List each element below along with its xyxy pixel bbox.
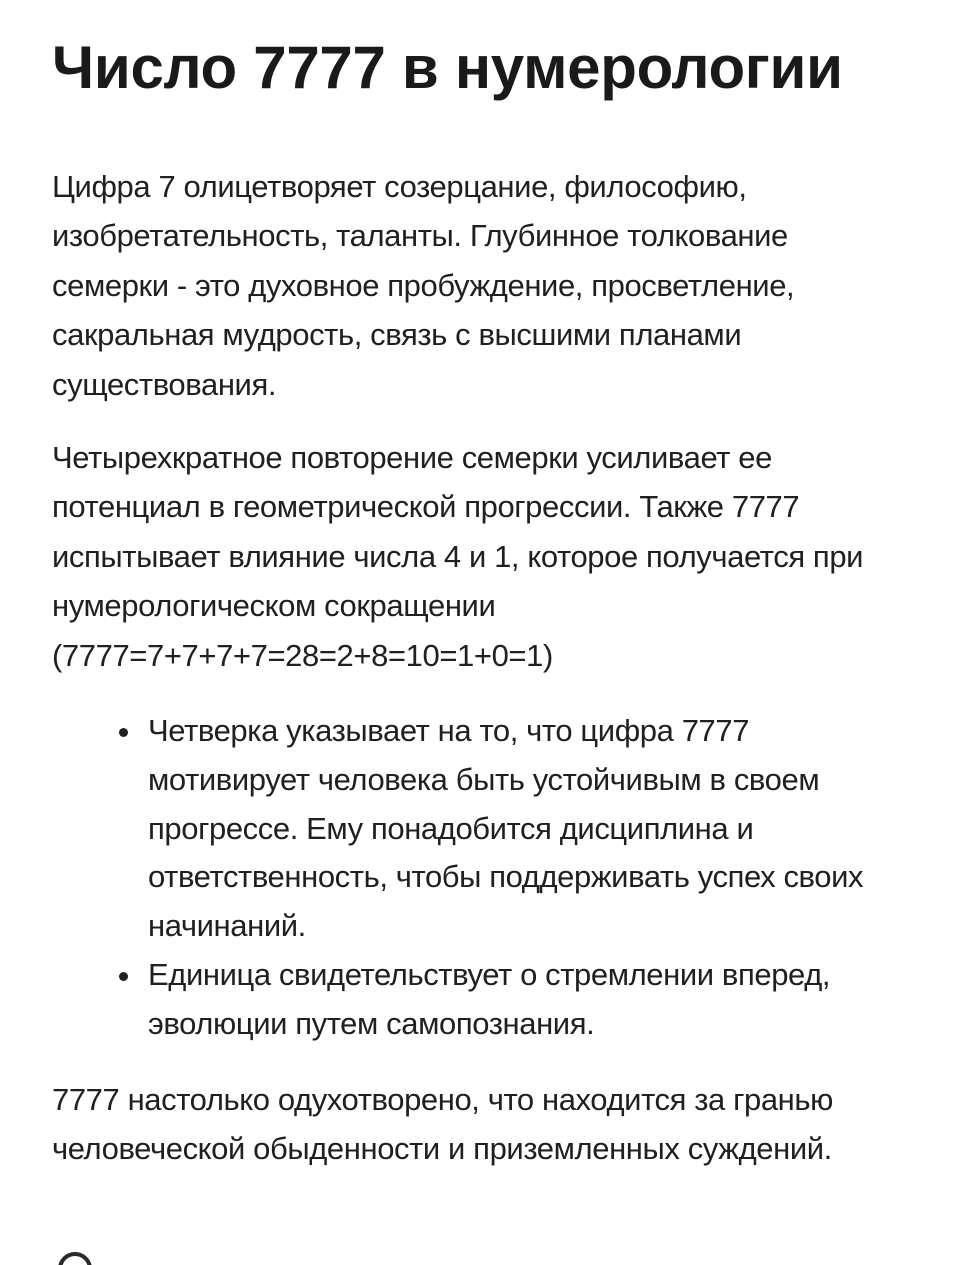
influence-list — [52, 707, 906, 1049]
list-item-text: Единица свидетельствует о стремлении вперед, эволюции путем самопознания. — [148, 957, 831, 1041]
article-title: Число 7777 в нумерологии — [52, 34, 843, 101]
list-item — [148, 951, 906, 1049]
list-item-text: Четверка указывает на то, что цифра 7777 мотивирует человека быть устойчивым в своем прогрессе. Ему понадобится дисциплина и ответственность, чтобы поддерживать успех своих начинаний. — [148, 713, 864, 944]
bullet-dot-icon — [119, 972, 128, 981]
bullet-dot-icon — [119, 728, 128, 737]
intro-paragraph: Цифра 7 олицетворяет созерцание, философию, изобретательность, таланты. Глубинное толкование семерки - это духовное пробуждение, просветление, сакральная мудрость, связь с высшими планами существования. — [52, 169, 795, 402]
repetition-paragraph: Четырехкратное повторение семерки усиливает ее потенциал в геометрической прогрессии. Также 7777 испытывает влияние числа 4 и 1, которое получается при нумерологическом сокращении (7777=7+7+7+7=28=2+8=10=1+0=1) — [52, 440, 864, 673]
cut-off-glyph-icon — [58, 1252, 92, 1265]
list-item — [148, 707, 906, 951]
closing-paragraph: 7777 настолько одухотворено, что находится за гранью человеческой обыденности и приземленных суждений. — [52, 1081, 833, 1167]
